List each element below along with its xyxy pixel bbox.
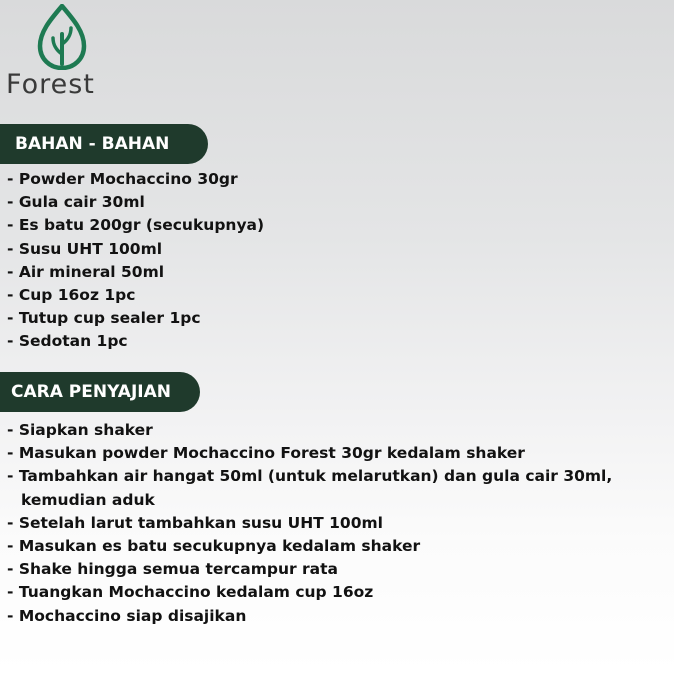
list-item: - Shake hingga semua tercampur rata [7,560,339,579]
list-item [7,465,612,511]
list-item: - Tuangkan Mochaccino kedalam cup 16oz [7,583,374,602]
list-item: - Air mineral 50ml [7,262,165,281]
list-item: - Es batu 200gr (secukupnya) [7,216,265,235]
section-heading-cara: CARA PENYAJIAN [0,372,200,412]
list-item: - Gula cair 30ml [7,193,145,212]
section-heading-bahan: BAHAN - BAHAN [0,124,208,164]
list-item: - Masukan powder Mochaccino Forest 30gr kedalam shaker [7,444,525,463]
list-item: - Tutup cup sealer 1pc [7,309,201,328]
list-item: - Siapkan shaker [7,421,153,439]
list-item: - Setelah larut tambahkan susu UHT 100ml [7,513,383,532]
brand-name: Forest [6,69,95,100]
list-item: - Masukan es batu secukupnya kedalam shaker [7,537,421,556]
leaf-drop-icon [36,4,88,70]
list-item: - Susu UHT 100ml [7,239,163,258]
list-item-line: - Tambahkan air hangat 50ml (untuk melarutkan) dan gula cair 30ml, [7,467,613,486]
list-item: - Powder Mochaccino 30gr [7,170,238,188]
ingredients-list [7,168,264,354]
list-item: - Cup 16oz 1pc [7,285,136,304]
brand-logo [6,4,116,100]
steps-list [7,419,612,628]
list-item: - Mochaccino siap disajikan [7,606,247,625]
list-item: - Sedotan 1pc [7,332,128,351]
list-item-continuation: kemudian aduk [21,490,155,509]
